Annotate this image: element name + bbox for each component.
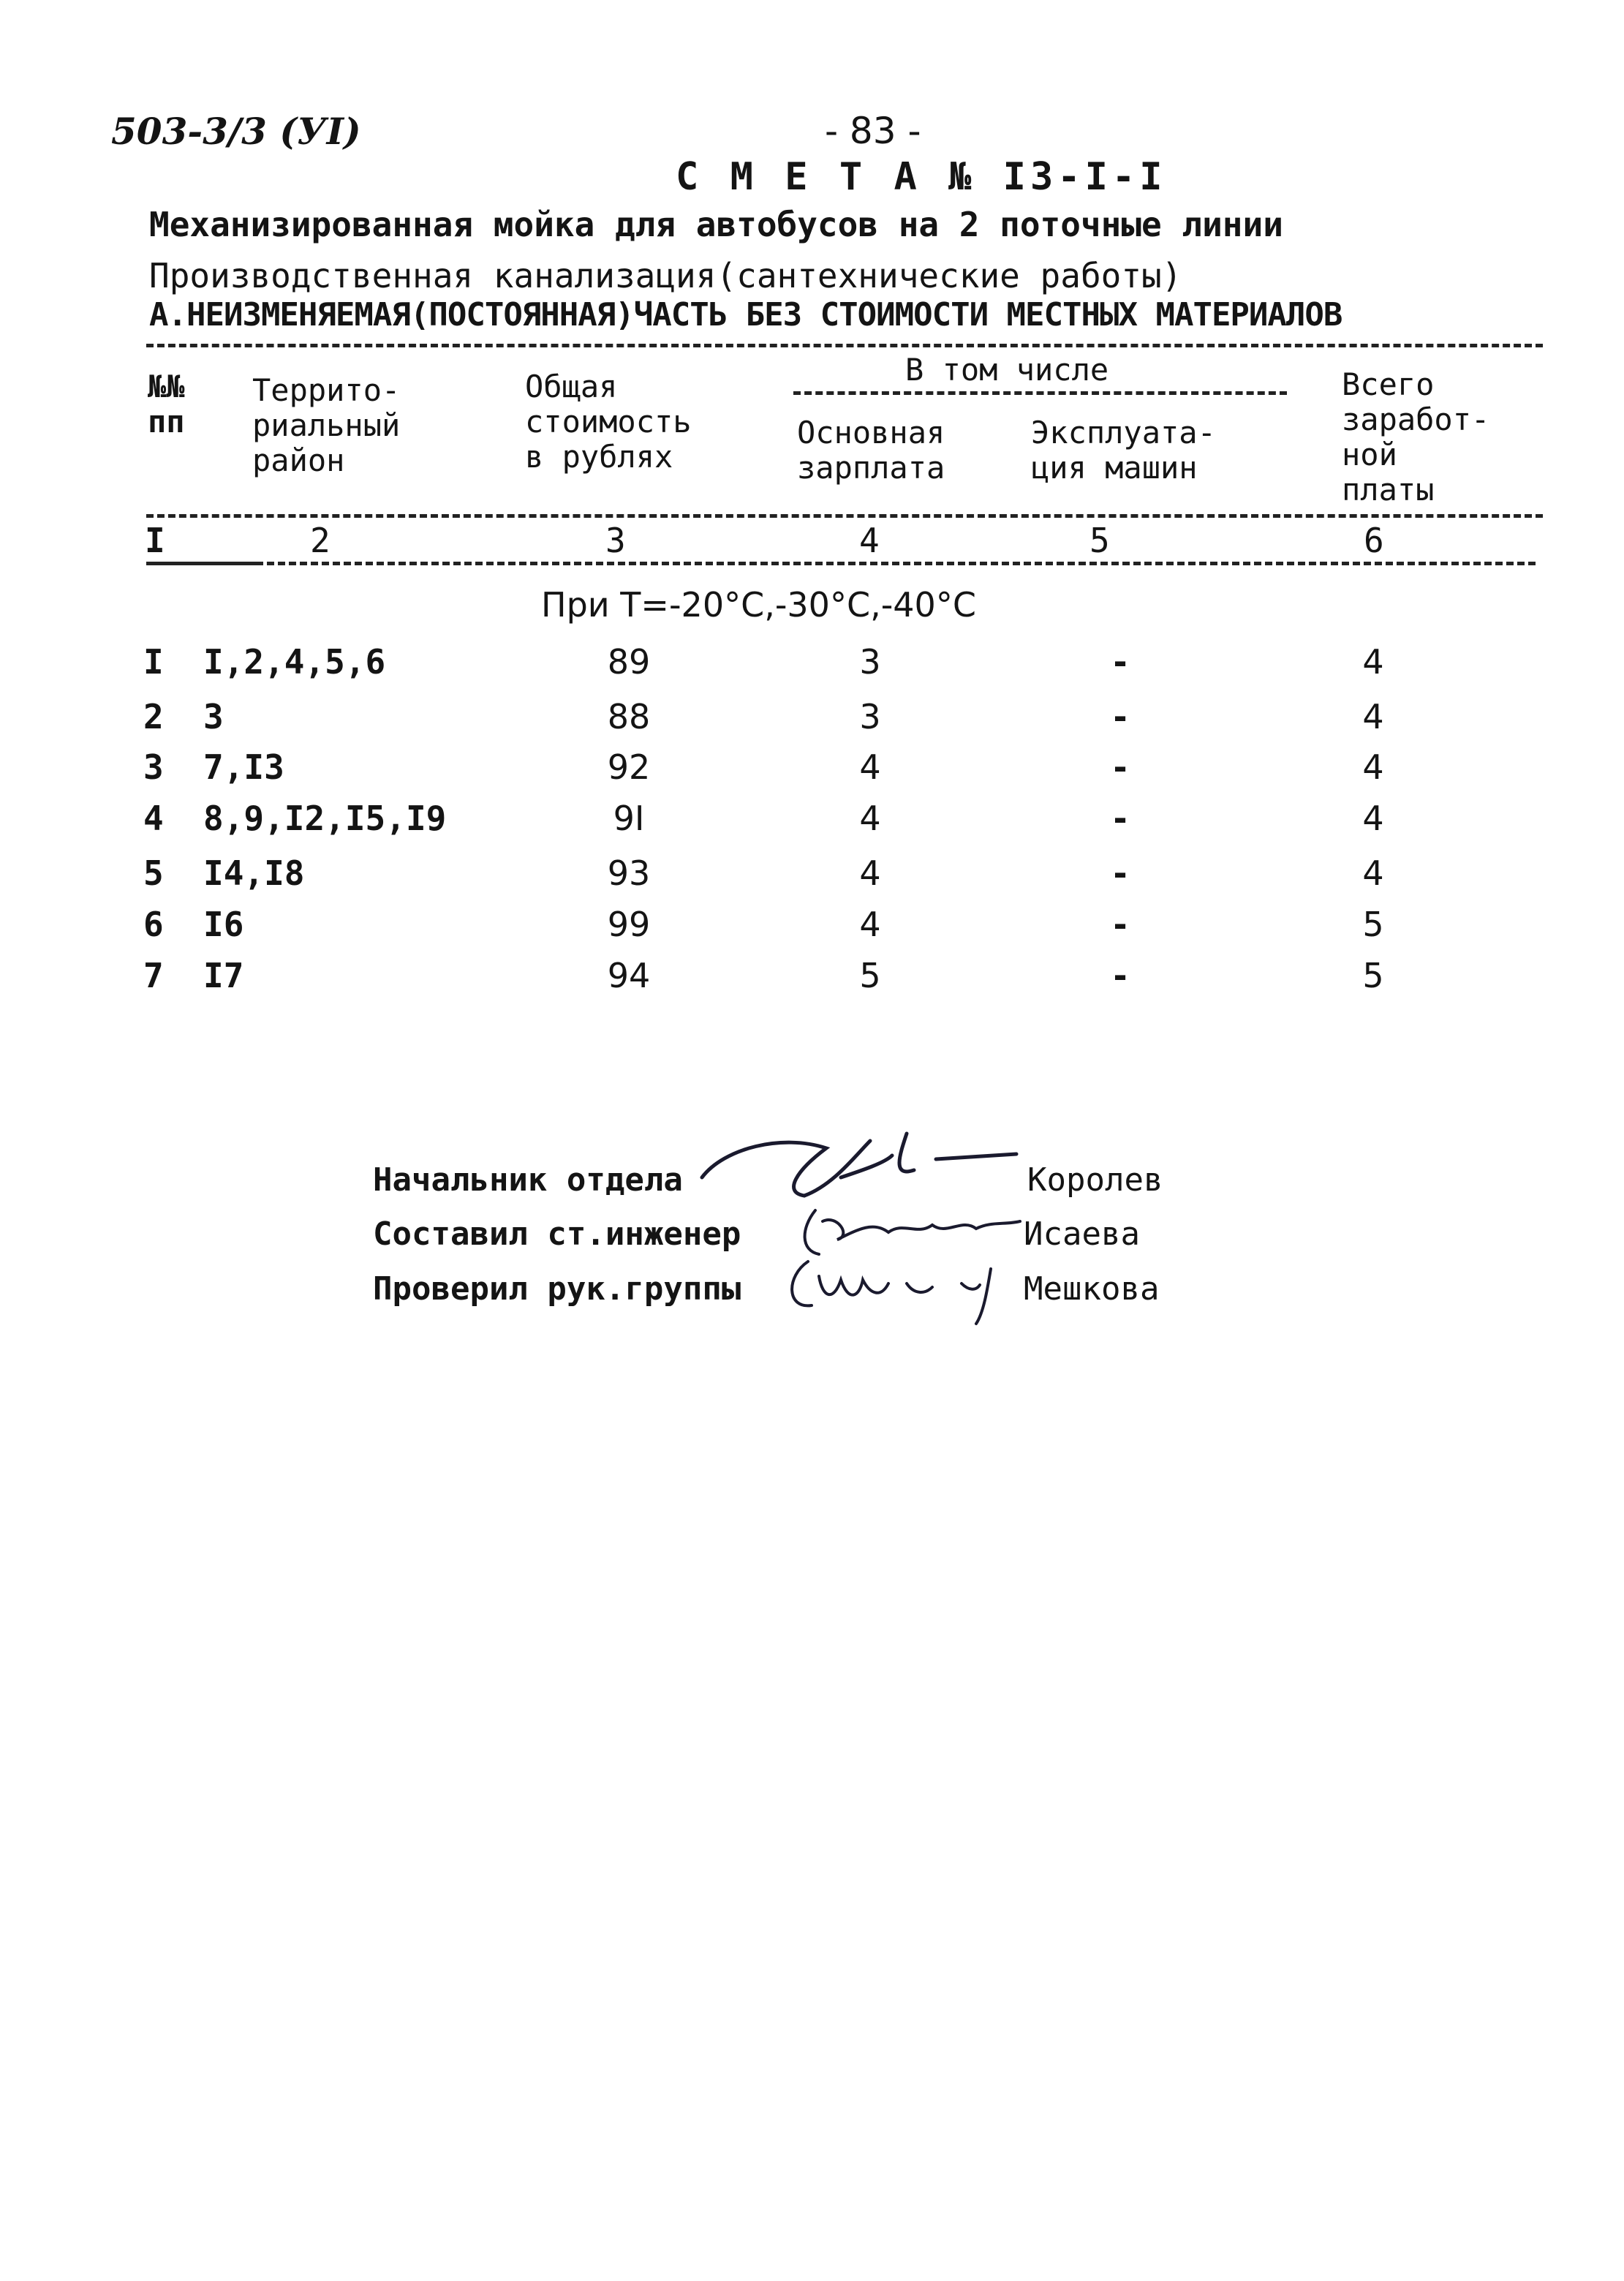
row-wages: 4 [1362,747,1384,787]
column-numbers-top-rule [146,514,1543,518]
col-header-salary: Основная зарплата [797,415,945,486]
row-salary: 3 [859,697,881,736]
row-salary: 4 [859,905,881,944]
row-salary: 5 [859,956,881,995]
row-salary: 4 [859,747,881,787]
row-region: 3 [203,697,224,736]
row-total: 92 [607,747,651,787]
row-machines: - [1113,697,1128,736]
col-number-5: 5 [1089,521,1110,560]
signature-name-group-lead: Мешкова [1024,1270,1160,1308]
object-title: Механизированная мойка для автобусов на 2 поточные линии [149,205,1283,244]
row-wages: 4 [1362,697,1384,736]
row-region: 7,I3 [203,747,284,787]
col-number-6: 6 [1364,521,1384,560]
row-machines: - [1113,853,1128,893]
signature-role-head: Начальник отдела [373,1161,683,1199]
col-number-1: I [145,521,165,560]
row-wages: 4 [1362,853,1384,893]
row-machines: - [1113,642,1128,682]
row-total: 94 [607,956,651,995]
column-one-underline [146,562,263,565]
row-machines: - [1113,905,1128,944]
row-region: 8,9,I2,I5,I9 [203,799,447,838]
page-number: - 83 - [825,110,921,152]
row-salary: 4 [859,853,881,893]
document-code: 503-3/3 (УI) [111,110,361,153]
row-machines: - [1113,747,1128,787]
col-number-2: 2 [310,521,331,560]
temperature-condition: При Т=-20°С,-30°С,-40°С [541,585,976,625]
row-wages: 5 [1362,956,1384,995]
row-machines: - [1113,799,1128,838]
handwritten-signature-group-lead [779,1254,1013,1327]
col-number-4: 4 [859,521,880,560]
signature-name-engineer: Исаева [1024,1215,1140,1253]
column-numbers-bottom-rule [146,562,1536,565]
col-header-wages: Всего заработ- ной платы [1342,366,1490,508]
row-number: 5 [143,853,164,893]
row-number: 7 [143,956,164,995]
row-number: 4 [143,799,164,838]
col-number-3: 3 [605,521,626,560]
col-header-number: №№ пп [148,369,185,440]
row-wages: 5 [1362,905,1384,944]
row-number: 2 [143,697,164,736]
header-top-rule [146,344,1543,347]
row-salary: 4 [859,799,881,838]
row-total: 9I [613,799,645,838]
row-region: I7 [203,956,244,995]
col-header-region: Террито- риальный район [252,372,401,478]
group-rule [793,391,1287,395]
row-number: 3 [143,747,164,787]
estimate-title: С М Е Т А № I3-I-I [676,155,1167,199]
row-total: 99 [607,905,651,944]
signature-role-group-lead: Проверил рук.группы [373,1270,741,1308]
col-header-total: Общая стоимость в рублях [525,369,692,475]
work-title: Производственная канализация(сантехнические работы) [149,256,1182,295]
row-region: I6 [203,905,244,944]
row-total: 89 [607,642,651,682]
signature-name-head: Королев [1027,1161,1163,1199]
row-wages: 4 [1362,642,1384,682]
row-wages: 4 [1362,799,1384,838]
row-number: 6 [143,905,164,944]
row-region: I4,I8 [203,853,305,893]
row-region: I,2,4,5,6 [203,642,386,682]
row-total: 93 [607,853,651,893]
signature-role-engineer: Составил ст.инженер [373,1215,741,1253]
row-salary: 3 [859,642,881,682]
col-header-group: В том числе [905,352,1109,388]
part-title: А.НЕИЗМЕНЯЕМАЯ(ПОСТОЯННАЯ)ЧАСТЬ БЕЗ СТОИМОСТИ МЕСТНЫХ МАТЕРИАЛОВ [149,296,1342,333]
row-number: I [143,642,164,682]
row-machines: - [1113,956,1128,995]
row-total: 88 [607,697,651,736]
col-header-machines: Эксплуата- ция машин [1031,415,1216,486]
